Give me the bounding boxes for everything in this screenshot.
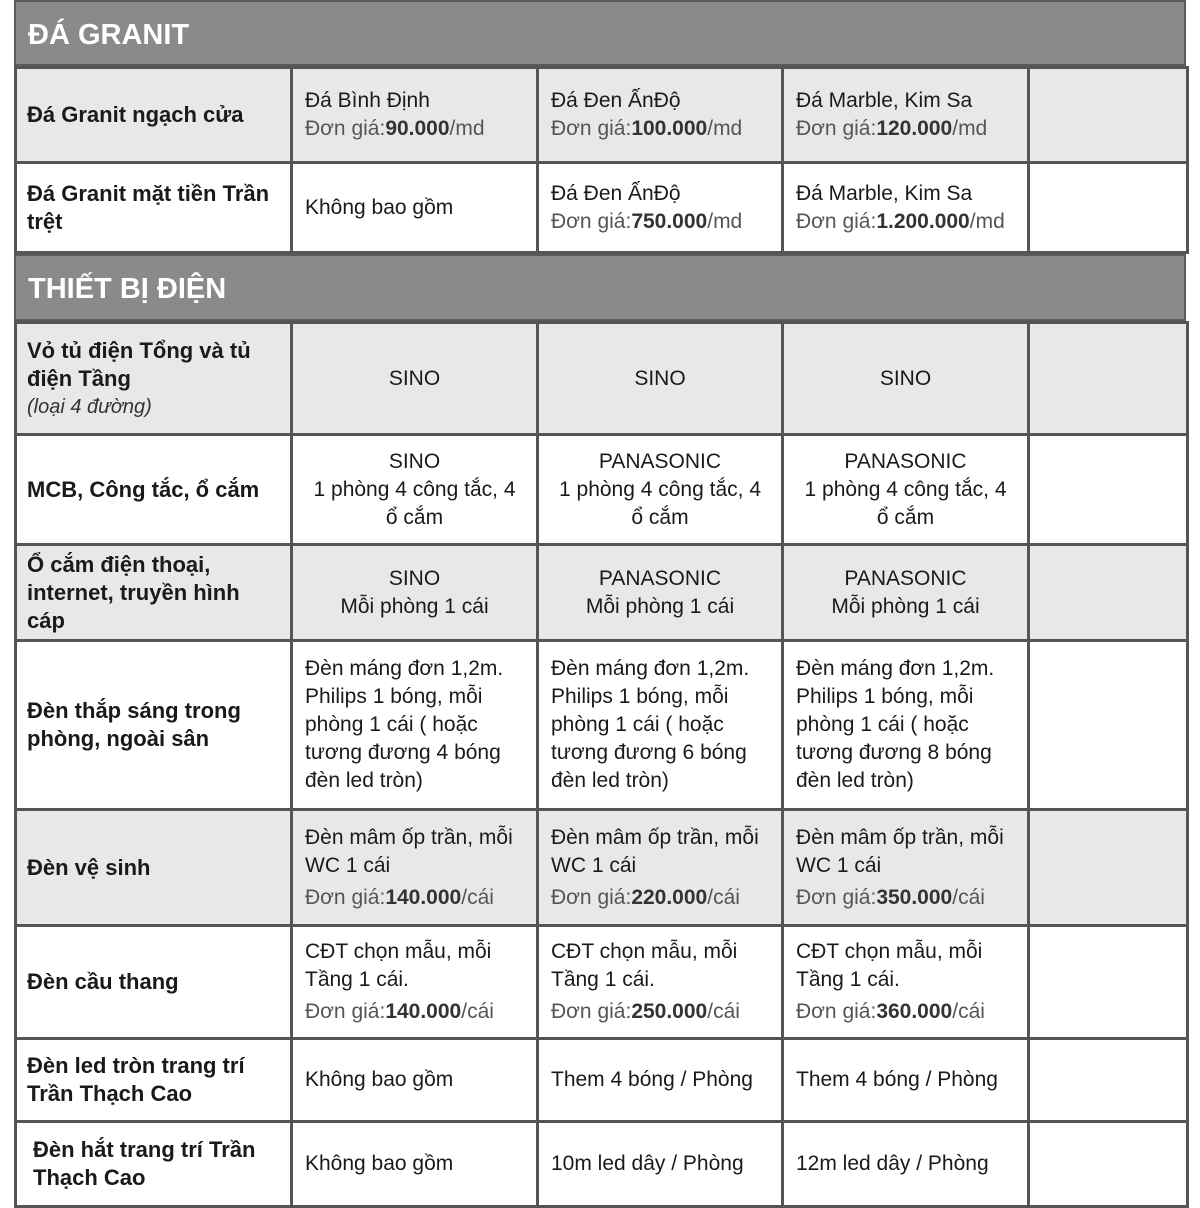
empty-cell — [1029, 68, 1188, 163]
unit-price: Đơn giá:100.000/md — [551, 117, 743, 140]
brand-name: PANASONIC — [844, 566, 967, 590]
table-row — [16, 323, 1188, 435]
empty-cell — [1029, 641, 1188, 810]
table-cell — [292, 435, 538, 545]
table-cell: Đèn máng đơn 1,2m. Philips 1 bóng, mỗi phòng 1 cái ( hoặc tương đương 8 bóng đèn led tròn) — [783, 641, 1029, 810]
table-cell — [292, 68, 538, 163]
unit-price: Đơn giá:220.000/cái — [551, 885, 740, 909]
table-cell: 10m led dây / Phòng — [538, 1122, 783, 1207]
empty-cell — [1029, 810, 1188, 926]
row-label: Ổ cắm điện thoại, internet, truyền hình cáp — [16, 545, 292, 641]
cell-text: Đèn mâm ốp trần, mỗi WC 1 cái — [796, 825, 1004, 877]
cell-text: Đá Đen ẤnĐộ — [551, 89, 681, 112]
cell-text: Mỗi phòng 1 cái — [585, 594, 735, 618]
table-cell — [783, 163, 1029, 253]
unit-price: Đơn giá:140.000/cái — [305, 1000, 494, 1023]
cell-text: Đèn mâm ốp trần, mỗi WC 1 cái — [551, 825, 759, 877]
table-cell — [783, 545, 1029, 641]
empty-cell — [1029, 1039, 1188, 1122]
table-row — [16, 545, 1188, 641]
row-label: Đèn vệ sinh — [16, 810, 292, 926]
empty-cell — [1029, 1122, 1188, 1207]
table-cell — [538, 68, 783, 163]
table-row — [16, 810, 1188, 926]
table-cell — [538, 810, 783, 926]
row-note: (loại 4 đường) — [27, 395, 152, 418]
unit-price: Đơn giá:1.200.000/md — [796, 209, 1005, 233]
table-cell: Không bao gồm — [292, 1039, 538, 1122]
unit-price: Đơn giá:90.000/md — [305, 117, 485, 140]
electrical-table — [14, 321, 1189, 1208]
unit-price: Đơn giá:350.000/cái — [796, 885, 985, 909]
table-cell: SINO — [783, 323, 1029, 435]
table-row — [16, 926, 1188, 1039]
row-label: Đá Granit mặt tiền Trần trệt — [16, 163, 292, 253]
table-row — [16, 163, 1188, 253]
cell-text: CĐT chọn mẫu, mỗi Tầng 1 cái. — [796, 940, 983, 991]
table-cell: Không bao gồm — [292, 163, 538, 253]
row-label: Đèn led tròn trang trí Trần Thạch Cao — [16, 1039, 292, 1122]
cell-text: Đèn mâm ốp trần, mỗi WC 1 cái — [305, 825, 513, 877]
empty-cell — [1029, 435, 1188, 545]
table-cell — [538, 545, 783, 641]
table-cell — [292, 810, 538, 926]
brand-name: SINO — [388, 566, 441, 590]
brand-name: PANASONIC — [598, 566, 722, 590]
cell-text: CĐT chọn mẫu, mỗi Tầng 1 cái. — [305, 940, 492, 991]
table-cell: Đèn máng đơn 1,2m. Philips 1 bóng, mỗi phòng 1 cái ( hoặc tương đương 4 bóng đèn led tròn) — [292, 641, 538, 810]
section-header-granit: ĐÁ GRANIT — [14, 0, 1186, 66]
unit-price: Đơn giá:120.000/md — [796, 117, 988, 140]
section-header-electrical: THIẾT BỊ ĐIỆN — [14, 254, 1186, 321]
cell-text: Mỗi phòng 1 cái — [340, 594, 489, 618]
row-label-text: Vỏ tủ điện Tổng và tủ điện Tầng — [27, 337, 251, 391]
table-cell: SINO — [292, 323, 538, 435]
table-cell: 12m led dây / Phòng — [783, 1122, 1029, 1207]
table-cell — [783, 810, 1029, 926]
table-row — [16, 68, 1188, 163]
row-label: Đèn cầu thang — [16, 926, 292, 1039]
empty-cell — [1029, 545, 1188, 641]
price-table-container — [14, 0, 1186, 1208]
unit-price: Đơn giá:360.000/cái — [796, 1000, 985, 1023]
cell-text: CĐT chọn mẫu, mỗi Tầng 1 cái. — [551, 940, 738, 991]
unit-price: Đơn giá:250.000/cái — [551, 1000, 740, 1023]
table-row — [16, 641, 1188, 810]
cell-text: 1 phòng 4 công tắc, 4 ổ cắm — [804, 477, 1007, 529]
cell-text: Đá Marble, Kim Sa — [796, 181, 973, 205]
row-label: Đèn thắp sáng trong phòng, ngoài sân — [16, 641, 292, 810]
table-cell — [538, 435, 783, 545]
empty-cell — [1029, 926, 1188, 1039]
table-row — [16, 435, 1188, 545]
table-row — [16, 1122, 1188, 1207]
table-cell — [783, 68, 1029, 163]
table-cell: SINO — [538, 323, 783, 435]
cell-text: Đá Marble, Kim Sa — [796, 89, 973, 112]
row-label: Đèn hắt trang trí Trần Thạch Cao — [16, 1122, 292, 1207]
unit-price: Đơn giá:750.000/md — [551, 209, 743, 233]
brand-name: SINO — [388, 449, 441, 473]
row-label — [16, 323, 292, 435]
table-cell — [292, 545, 538, 641]
table-cell: Them 4 bóng / Phòng — [783, 1039, 1029, 1122]
table-cell — [538, 163, 783, 253]
brand-name: PANASONIC — [598, 449, 722, 473]
table-cell: Them 4 bóng / Phòng — [538, 1039, 783, 1122]
table-row — [16, 1039, 1188, 1122]
cell-text: Đá Bình Định — [305, 89, 430, 112]
brand-name: PANASONIC — [844, 449, 967, 473]
table-cell — [783, 435, 1029, 545]
table-cell — [538, 926, 783, 1039]
table-cell: Không bao gồm — [292, 1122, 538, 1207]
table-cell — [783, 926, 1029, 1039]
empty-cell — [1029, 163, 1188, 253]
cell-text: 1 phòng 4 công tắc, 4 ổ cắm — [559, 477, 761, 529]
cell-text: 1 phòng 4 công tắc, 4 ổ cắm — [313, 477, 516, 529]
cell-text: Đá Đen ẤnĐộ — [551, 181, 681, 205]
granit-table — [14, 66, 1189, 254]
cell-text: Mỗi phòng 1 cái — [831, 594, 980, 618]
table-cell — [292, 926, 538, 1039]
table-cell: Đèn máng đơn 1,2m. Philips 1 bóng, mỗi phòng 1 cái ( hoặc tương đương 6 bóng đèn led tròn) — [538, 641, 783, 810]
row-label: Đá Granit ngạch cửa — [16, 68, 292, 163]
empty-cell — [1029, 323, 1188, 435]
row-label: MCB, Công tắc, ổ cắm — [16, 435, 292, 545]
unit-price: Đơn giá:140.000/cái — [305, 885, 494, 909]
